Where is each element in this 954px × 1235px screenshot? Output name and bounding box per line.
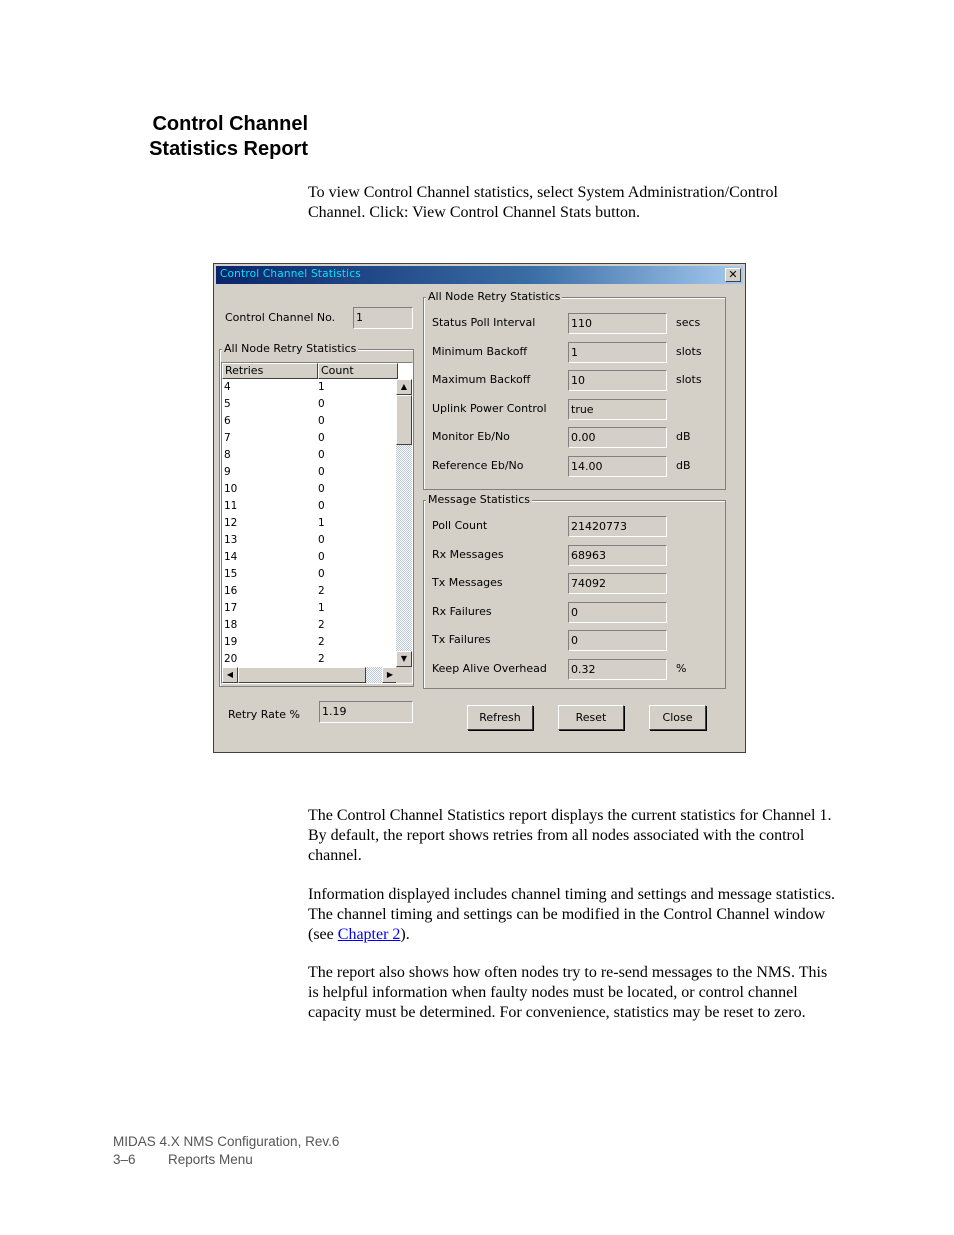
retry-statistics-group-title: All Node Retry Statistics [224,342,357,355]
retries-cell: 10 [224,483,238,495]
value-field: true [568,399,667,420]
value-field: 0.00 [568,427,667,448]
count-cell: 2 [318,619,325,631]
retries-cell: 20 [224,653,238,665]
retries-cell: 19 [224,636,238,648]
channel-number-field: 1 [353,307,413,329]
count-cell: 2 [318,636,325,648]
count-cell: 2 [318,585,325,597]
close-icon[interactable]: ✕ [725,268,741,282]
vertical-scrollbar[interactable] [396,379,412,667]
channel-number-label: Control Channel No. [225,311,336,324]
field-label: Rx Failures [432,604,492,618]
field-label: Minimum Backoff [432,344,528,358]
count-cell: 2 [318,653,325,665]
value-field: 68963 [568,545,667,566]
retries-cell: 5 [224,398,231,410]
table-row[interactable] [222,413,398,430]
retries-cell: 17 [224,602,238,614]
unit-label: secs [676,316,701,329]
table-row[interactable] [222,464,398,481]
message-statistics-group-title: Message Statistics [428,493,530,506]
table-row[interactable] [222,430,398,447]
value-field: 110 [568,313,667,334]
retries-cell: 14 [224,551,238,563]
table-row[interactable] [222,651,398,668]
field-label: Monitor Eb/No [432,430,510,443]
retry-statistics-group [219,342,414,687]
value-field: 14.00 [568,456,667,477]
field-label: Maximum Backoff [432,373,531,386]
scroll-corner [396,667,412,683]
value-field: 0.32 [568,659,667,680]
column-header-count[interactable]: Count [318,363,398,379]
refresh-button[interactable]: Refresh [467,705,533,730]
retry-table[interactable] [221,362,413,684]
retries-cell: 11 [224,500,238,512]
retries-cell: 7 [224,432,231,444]
field-label: Tx Messages [432,576,503,589]
unit-label: dB [676,430,691,443]
count-cell: 0 [318,466,325,478]
table-row[interactable] [222,379,398,396]
description-paragraph-1: The Control Channel Statistics report displays the current statistics for Channel 1. By default, the report shows retries from all nodes associated with the control channel. [308,807,832,864]
unit-label: dB [676,458,691,472]
retries-cell: 16 [224,585,238,597]
count-cell: 1 [318,517,325,529]
table-row[interactable] [222,447,398,464]
table-row[interactable] [222,498,398,515]
retries-cell: 6 [224,415,231,427]
node-settings-group-title: All Node Retry Statistics [428,290,561,303]
retries-cell: 15 [224,568,238,580]
count-cell: 0 [318,534,325,546]
page-title-line1: Control Channel [152,113,308,135]
retries-cell: 13 [224,534,238,546]
retry-rate-label: Retry Rate % [228,708,300,721]
retries-cell: 18 [224,619,238,631]
control-channel-statistics-dialog [213,263,746,753]
retry-rate-field: 1.19 [319,701,413,723]
scroll-up-icon[interactable]: ▲ [396,379,412,395]
paragraph-2-text: Information displayed includes channel timing and settings and message statistics. The channel timing and settings can be modified in the Control Channel window (see [308,886,835,943]
chapter-2-link[interactable]: Chapter 2 [337,926,401,943]
value-field: 74092 [568,573,667,594]
field-label: Uplink Power Control [432,401,547,415]
count-cell: 0 [318,500,325,512]
description-paragraph-3: The report also shows how often nodes try to re-send messages to the NMS. This is helpful information when faulty nodes must be located, or control channel capacity must be determined. For convenience, statistics may be reset to zero. [308,964,828,1021]
retries-cell: 8 [224,449,231,461]
table-row[interactable] [222,566,398,583]
scroll-left-icon[interactable]: ◀ [222,667,238,683]
retries-cell: 12 [224,517,238,529]
field-label: Status Poll Interval [432,316,536,329]
retries-cell: 4 [224,381,231,393]
dialog-titlebar[interactable] [216,266,743,284]
unit-label: slots [676,344,702,358]
count-cell: 0 [318,432,325,444]
close-button[interactable]: Close [649,705,706,730]
column-header-retries[interactable]: Retries [222,363,318,379]
scroll-down-icon[interactable]: ▼ [396,651,412,667]
table-row[interactable] [222,583,398,600]
value-field: 1 [568,342,667,363]
table-row[interactable] [222,617,398,634]
horizontal-scroll-thumb[interactable] [238,667,366,683]
horizontal-scrollbar[interactable] [222,667,398,683]
dialog-title: Control Channel Statistics [220,268,361,280]
table-row[interactable] [222,600,398,617]
count-cell: 0 [318,398,325,410]
field-label: Tx Failures [432,633,491,646]
field-label: Reference Eb/No [432,458,524,472]
field-label: Keep Alive Overhead [432,661,547,675]
reset-button[interactable]: Reset [558,705,624,730]
value-field: 0 [568,602,667,623]
footer-page-number: 3–6 [113,1152,136,1167]
table-row[interactable] [222,549,398,566]
count-cell: 0 [318,551,325,563]
page-title [100,112,308,162]
table-row[interactable] [222,515,398,532]
unit-label: slots [676,373,702,386]
description-paragraph-2 [308,885,838,945]
table-row[interactable] [222,634,398,651]
count-cell: 0 [318,483,325,495]
paragraph-2-end: ). [400,926,410,943]
field-label: Poll Count [432,519,488,532]
table-row[interactable] [222,396,398,413]
footer-section-name: Reports Menu [168,1152,253,1167]
footer-document-title: MIDAS 4.X NMS Configuration, Rev.6 [113,1134,340,1149]
unit-label: % [676,661,687,675]
value-field: 0 [568,630,667,651]
table-row[interactable] [222,481,398,498]
count-cell: 1 [318,381,325,393]
intro-paragraph: To view Control Channel statistics, select System Administration/Control Channel. Click: View Control Channel Stats button. [308,184,778,221]
count-cell: 0 [318,415,325,427]
table-row[interactable] [222,532,398,549]
retries-cell: 9 [224,466,231,478]
field-label: Rx Messages [432,547,504,561]
page-title-line2: Statistics Report [149,138,308,160]
node-settings-group [423,290,726,490]
scroll-right-icon[interactable]: ▶ [382,667,398,683]
value-field: 21420773 [568,516,667,537]
count-cell: 0 [318,568,325,580]
count-cell: 1 [318,602,325,614]
value-field: 10 [568,370,667,391]
vertical-scroll-thumb[interactable] [396,395,412,445]
message-statistics-group [423,493,726,689]
count-cell: 0 [318,449,325,461]
